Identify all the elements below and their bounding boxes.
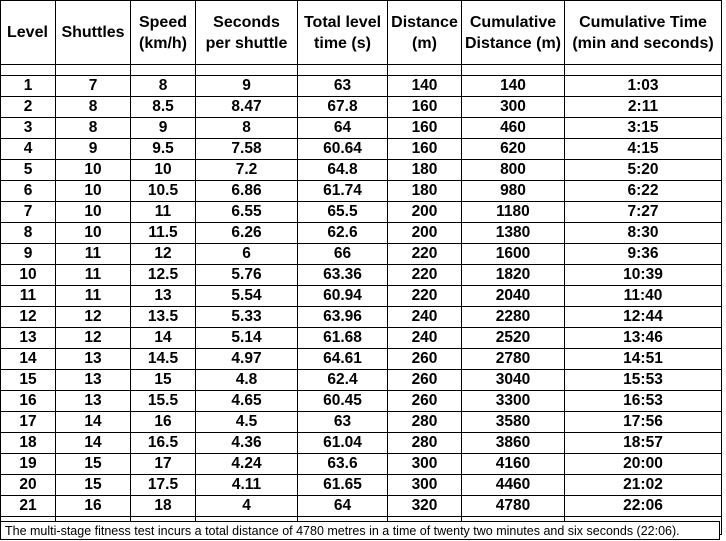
- cell-distance[interactable]: 180: [388, 160, 462, 181]
- cell-total-level-time[interactable]: 63.96: [298, 307, 388, 328]
- cell-seconds-per-shuttle[interactable]: 4.97: [196, 349, 298, 370]
- cell-cumulative-time[interactable]: 7:27: [565, 202, 722, 223]
- cell-total-level-time[interactable]: 63: [298, 412, 388, 433]
- cell-shuttles[interactable]: 15: [56, 475, 131, 496]
- cell-shuttles[interactable]: 7: [56, 76, 131, 97]
- cell-shuttles[interactable]: 13: [56, 349, 131, 370]
- cell-seconds-per-shuttle[interactable]: 5.54: [196, 286, 298, 307]
- cell-shuttles[interactable]: 8: [56, 118, 131, 139]
- cell-cumulative-distance[interactable]: 3860: [462, 433, 565, 454]
- cell-speed[interactable]: 16: [131, 412, 196, 433]
- cell-cumulative-time[interactable]: 9:36: [565, 244, 722, 265]
- table-row: [1, 118, 722, 139]
- cell-cumulative-distance[interactable]: 2780: [462, 349, 565, 370]
- cell-distance[interactable]: 160: [388, 97, 462, 118]
- cell-cumulative-distance[interactable]: 2280: [462, 307, 565, 328]
- cell-seconds-per-shuttle[interactable]: 8: [196, 118, 298, 139]
- cell-speed[interactable]: 8: [131, 76, 196, 97]
- cell-shuttles[interactable]: 13: [56, 391, 131, 412]
- cell-shuttles[interactable]: 9: [56, 139, 131, 160]
- cell-shuttles[interactable]: 10: [56, 160, 131, 181]
- cell-distance[interactable]: 200: [388, 223, 462, 244]
- cell-level[interactable]: 16: [1, 391, 56, 412]
- cell-shuttles[interactable]: 11: [56, 265, 131, 286]
- cell-cumulative-time[interactable]: 6:22: [565, 181, 722, 202]
- cell-cumulative-distance[interactable]: 1600: [462, 244, 565, 265]
- cell-total-level-time[interactable]: 64: [298, 118, 388, 139]
- cell-seconds-per-shuttle[interactable]: 5.33: [196, 307, 298, 328]
- cell-level[interactable]: 14: [1, 349, 56, 370]
- cell-cumulative-time[interactable]: 16:53: [565, 391, 722, 412]
- cell-cumulative-time[interactable]: 21:02: [565, 475, 722, 496]
- cell-speed[interactable]: 14.5: [131, 349, 196, 370]
- cell-level[interactable]: 18: [1, 433, 56, 454]
- cell-distance[interactable]: 220: [388, 286, 462, 307]
- cell-level[interactable]: 21: [1, 496, 56, 517]
- cell-seconds-per-shuttle[interactable]: 6.86: [196, 181, 298, 202]
- table-row: [1, 160, 722, 181]
- cell-total-level-time[interactable]: 60.64: [298, 139, 388, 160]
- cell-cumulative-time[interactable]: 15:53: [565, 370, 722, 391]
- cell-cumulative-distance[interactable]: 2520: [462, 328, 565, 349]
- cell-total-level-time[interactable]: 63.6: [298, 454, 388, 475]
- cell-cumulative-time[interactable]: 22:06: [565, 496, 722, 517]
- cell-level[interactable]: 20: [1, 475, 56, 496]
- cell-speed[interactable]: 18: [131, 496, 196, 517]
- cell-speed[interactable]: 17: [131, 454, 196, 475]
- cell-distance[interactable]: 260: [388, 349, 462, 370]
- table-row: [1, 202, 722, 223]
- cell-distance[interactable]: 260: [388, 370, 462, 391]
- cell-distance[interactable]: 180: [388, 181, 462, 202]
- cell-seconds-per-shuttle[interactable]: 5.14: [196, 328, 298, 349]
- cell-speed[interactable]: 8.5: [131, 97, 196, 118]
- footer-note: The multi-stage fitness test incurs a total distance of 4780 metres in a time of twenty two minutes and six seconds (22:06).: [5, 524, 680, 538]
- table-row: [1, 412, 722, 433]
- col-header-total-level-time[interactable]: Total level time (s): [298, 1, 388, 65]
- cell-distance[interactable]: 300: [388, 454, 462, 475]
- table-row: [1, 328, 722, 349]
- cell-total-level-time[interactable]: 67.8: [298, 97, 388, 118]
- cell-cumulative-time[interactable]: 3:15: [565, 118, 722, 139]
- cell-cumulative-distance[interactable]: 300: [462, 97, 565, 118]
- cell-cumulative-distance[interactable]: 1380: [462, 223, 565, 244]
- cell-shuttles[interactable]: 12: [56, 307, 131, 328]
- cell-shuttles[interactable]: 12: [56, 328, 131, 349]
- cell-speed[interactable]: 14: [131, 328, 196, 349]
- cell-level[interactable]: 19: [1, 454, 56, 475]
- table-row: [1, 433, 722, 454]
- cell-seconds-per-shuttle[interactable]: 4.8: [196, 370, 298, 391]
- cell-level[interactable]: 10: [1, 265, 56, 286]
- cell-cumulative-distance[interactable]: 1180: [462, 202, 565, 223]
- cell-total-level-time[interactable]: 62.6: [298, 223, 388, 244]
- cell-distance[interactable]: 140: [388, 76, 462, 97]
- cell-distance[interactable]: 320: [388, 496, 462, 517]
- cell-total-level-time[interactable]: 64: [298, 496, 388, 517]
- cell-cumulative-time[interactable]: 14:51: [565, 349, 722, 370]
- cell-total-level-time[interactable]: 65.5: [298, 202, 388, 223]
- cell-cumulative-distance[interactable]: 1820: [462, 265, 565, 286]
- table-row: [1, 286, 722, 307]
- cell-cumulative-time[interactable]: 11:40: [565, 286, 722, 307]
- table-row: [1, 97, 722, 118]
- cell-speed[interactable]: 12: [131, 244, 196, 265]
- cell-cumulative-time[interactable]: 13:46: [565, 328, 722, 349]
- cell-seconds-per-shuttle[interactable]: 4.36: [196, 433, 298, 454]
- cell-speed[interactable]: 11: [131, 202, 196, 223]
- cell-seconds-per-shuttle[interactable]: 4.65: [196, 391, 298, 412]
- cell-cumulative-distance[interactable]: 140: [462, 76, 565, 97]
- cell-distance[interactable]: 200: [388, 202, 462, 223]
- cell-cumulative-time[interactable]: 5:20: [565, 160, 722, 181]
- cell-total-level-time[interactable]: 63: [298, 76, 388, 97]
- spacer-row: [1, 65, 722, 76]
- cell-total-level-time[interactable]: 61.68: [298, 328, 388, 349]
- cell-shuttles[interactable]: 16: [56, 496, 131, 517]
- cell-distance[interactable]: 160: [388, 118, 462, 139]
- col-header-seconds-per-shuttle[interactable]: Seconds per shuttle: [196, 1, 298, 65]
- cell-distance[interactable]: 300: [388, 475, 462, 496]
- cell-cumulative-distance[interactable]: 4780: [462, 496, 565, 517]
- cell-cumulative-time[interactable]: 4:15: [565, 139, 722, 160]
- col-header-cumulative-distance[interactable]: Cumulative Distance (m): [462, 1, 565, 65]
- cell-speed[interactable]: 10.5: [131, 181, 196, 202]
- table-row: [1, 370, 722, 391]
- cell-shuttles[interactable]: 10: [56, 223, 131, 244]
- cell-total-level-time[interactable]: 66: [298, 244, 388, 265]
- cell-level[interactable]: 5: [1, 160, 56, 181]
- cell-cumulative-time[interactable]: 1:03: [565, 76, 722, 97]
- header-row: [1, 1, 722, 65]
- cell-distance[interactable]: 240: [388, 328, 462, 349]
- cell-distance[interactable]: 260: [388, 391, 462, 412]
- col-header-speed[interactable]: Speed (km/h): [131, 1, 196, 65]
- cell-shuttles[interactable]: 11: [56, 286, 131, 307]
- table-row: [1, 76, 722, 97]
- footer-note-cell[interactable]: [0, 521, 720, 540]
- cell-seconds-per-shuttle[interactable]: 6.26: [196, 223, 298, 244]
- table-row: [1, 307, 722, 328]
- cell-distance[interactable]: 220: [388, 244, 462, 265]
- table-row: [1, 181, 722, 202]
- cell-distance[interactable]: 240: [388, 307, 462, 328]
- cell-speed[interactable]: 9.5: [131, 139, 196, 160]
- cell-speed[interactable]: 10: [131, 160, 196, 181]
- table-row: [1, 475, 722, 496]
- cell-total-level-time[interactable]: 60.45: [298, 391, 388, 412]
- cell-level[interactable]: 6: [1, 181, 56, 202]
- cell-level[interactable]: 12: [1, 307, 56, 328]
- cell-cumulative-time[interactable]: 20:00: [565, 454, 722, 475]
- table-row: [1, 244, 722, 265]
- cell-distance[interactable]: 280: [388, 412, 462, 433]
- cell-level[interactable]: 17: [1, 412, 56, 433]
- cell-cumulative-distance[interactable]: 4460: [462, 475, 565, 496]
- cell-level[interactable]: 15: [1, 370, 56, 391]
- cell-level[interactable]: 1: [1, 76, 56, 97]
- cell-speed[interactable]: 17.5: [131, 475, 196, 496]
- cell-seconds-per-shuttle[interactable]: 5.76: [196, 265, 298, 286]
- cell-cumulative-distance[interactable]: 3040: [462, 370, 565, 391]
- table-row: [1, 265, 722, 286]
- cell-cumulative-time[interactable]: 12:44: [565, 307, 722, 328]
- cell-total-level-time[interactable]: 61.04: [298, 433, 388, 454]
- cell-shuttles[interactable]: 10: [56, 181, 131, 202]
- table-row: [1, 223, 722, 244]
- table-row: [1, 454, 722, 475]
- cell-speed[interactable]: 13: [131, 286, 196, 307]
- cell-shuttles[interactable]: 11: [56, 244, 131, 265]
- cell-seconds-per-shuttle[interactable]: 6: [196, 244, 298, 265]
- cell-cumulative-distance[interactable]: 4160: [462, 454, 565, 475]
- cell-total-level-time[interactable]: 64.61: [298, 349, 388, 370]
- cell-cumulative-distance[interactable]: 980: [462, 181, 565, 202]
- cell-cumulative-distance[interactable]: 460: [462, 118, 565, 139]
- cell-seconds-per-shuttle[interactable]: 4.24: [196, 454, 298, 475]
- cell-shuttles[interactable]: 10: [56, 202, 131, 223]
- table-row: [1, 349, 722, 370]
- cell-cumulative-distance[interactable]: 800: [462, 160, 565, 181]
- cell-cumulative-time[interactable]: 10:39: [565, 265, 722, 286]
- col-header-level[interactable]: Level: [1, 1, 56, 65]
- cell-seconds-per-shuttle[interactable]: 7.58: [196, 139, 298, 160]
- col-header-cumulative-time[interactable]: Cumulative Time (min and seconds): [565, 1, 722, 65]
- cell-seconds-per-shuttle[interactable]: 9: [196, 76, 298, 97]
- cell-level[interactable]: 3: [1, 118, 56, 139]
- cell-seconds-per-shuttle[interactable]: 6.55: [196, 202, 298, 223]
- cell-speed[interactable]: 11.5: [131, 223, 196, 244]
- table-row: [1, 496, 722, 517]
- cell-distance[interactable]: 220: [388, 265, 462, 286]
- cell-cumulative-distance[interactable]: 3300: [462, 391, 565, 412]
- cell-seconds-per-shuttle[interactable]: 7.2: [196, 160, 298, 181]
- cell-cumulative-time[interactable]: 8:30: [565, 223, 722, 244]
- cell-level[interactable]: 11: [1, 286, 56, 307]
- cell-shuttles[interactable]: 15: [56, 454, 131, 475]
- cell-total-level-time[interactable]: 60.94: [298, 286, 388, 307]
- cell-total-level-time[interactable]: 63.36: [298, 265, 388, 286]
- table-body: [1, 65, 722, 535]
- cell-seconds-per-shuttle[interactable]: 4: [196, 496, 298, 517]
- cell-total-level-time[interactable]: 64.8: [298, 160, 388, 181]
- cell-speed[interactable]: 15: [131, 370, 196, 391]
- cell-distance[interactable]: 280: [388, 433, 462, 454]
- cell-shuttles[interactable]: 14: [56, 412, 131, 433]
- cell-shuttles[interactable]: 13: [56, 370, 131, 391]
- cell-speed[interactable]: 9: [131, 118, 196, 139]
- cell-level[interactable]: 8: [1, 223, 56, 244]
- cell-level[interactable]: 9: [1, 244, 56, 265]
- cell-cumulative-time[interactable]: 2:11: [565, 97, 722, 118]
- col-header-distance[interactable]: Distance (m): [388, 1, 462, 65]
- cell-total-level-time[interactable]: 62.4: [298, 370, 388, 391]
- cell-total-level-time[interactable]: 61.74: [298, 181, 388, 202]
- table-row: [1, 391, 722, 412]
- cell-speed[interactable]: 15.5: [131, 391, 196, 412]
- cell-shuttles[interactable]: 14: [56, 433, 131, 454]
- cell-speed[interactable]: 12.5: [131, 265, 196, 286]
- cell-seconds-per-shuttle[interactable]: 8.47: [196, 97, 298, 118]
- table-row: [1, 139, 722, 160]
- cell-shuttles[interactable]: 8: [56, 97, 131, 118]
- cell-distance[interactable]: 160: [388, 139, 462, 160]
- cell-total-level-time[interactable]: 61.65: [298, 475, 388, 496]
- cell-cumulative-time[interactable]: 17:56: [565, 412, 722, 433]
- cell-level[interactable]: 4: [1, 139, 56, 160]
- cell-speed[interactable]: 13.5: [131, 307, 196, 328]
- cell-seconds-per-shuttle[interactable]: 4.5: [196, 412, 298, 433]
- cell-level[interactable]: 7: [1, 202, 56, 223]
- cell-level[interactable]: 2: [1, 97, 56, 118]
- cell-cumulative-distance[interactable]: 620: [462, 139, 565, 160]
- cell-cumulative-distance[interactable]: 2040: [462, 286, 565, 307]
- col-header-shuttles[interactable]: Shuttles: [56, 1, 131, 65]
- cell-cumulative-distance[interactable]: 3580: [462, 412, 565, 433]
- cell-seconds-per-shuttle[interactable]: 4.11: [196, 475, 298, 496]
- cell-speed[interactable]: 16.5: [131, 433, 196, 454]
- cell-level[interactable]: 13: [1, 328, 56, 349]
- cell-cumulative-time[interactable]: 18:57: [565, 433, 722, 454]
